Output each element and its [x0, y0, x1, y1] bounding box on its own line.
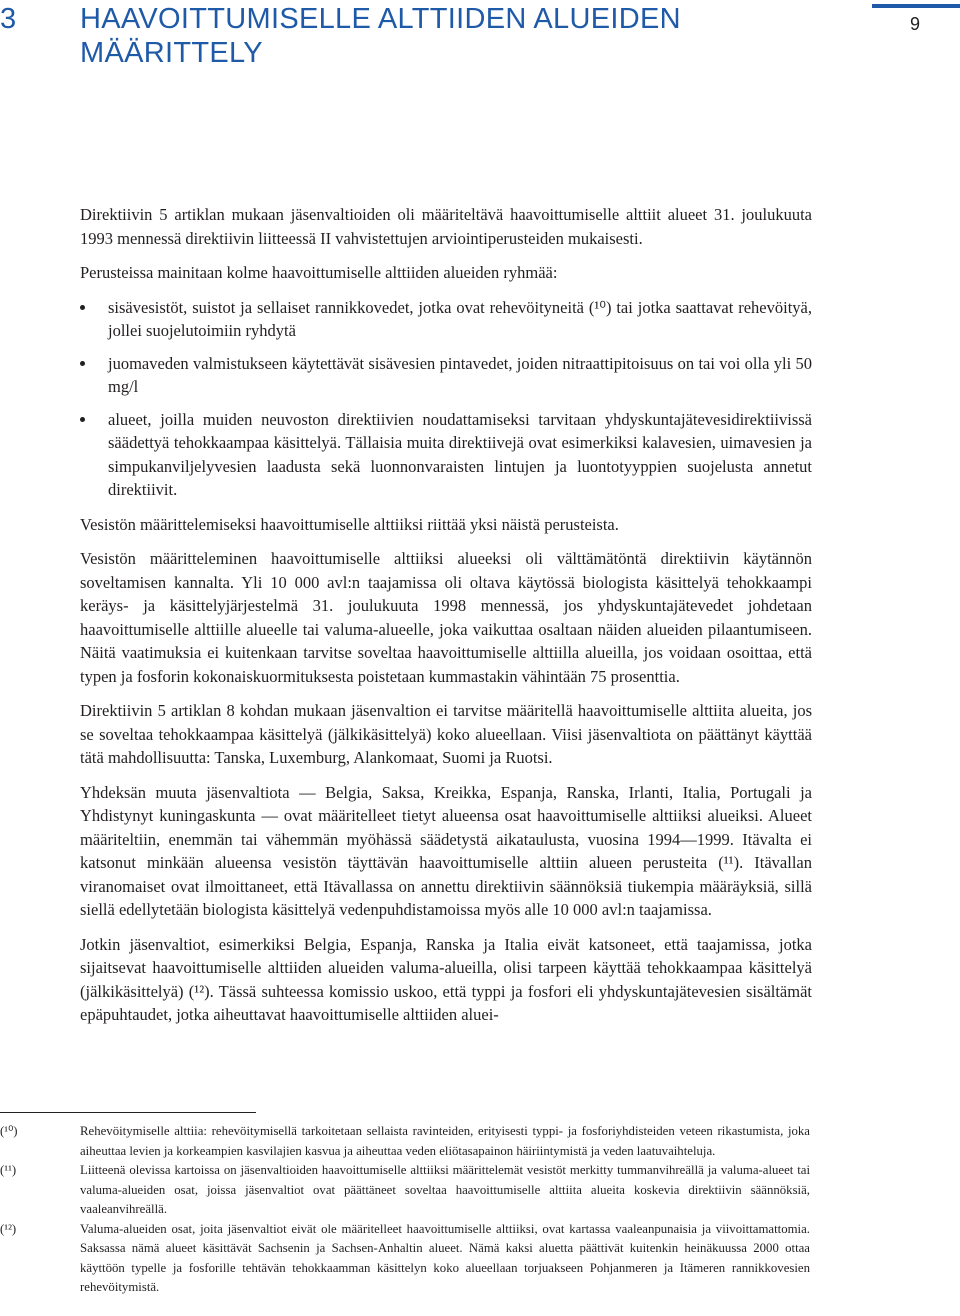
chapter-number: 3: [0, 3, 17, 35]
footnote-text: Liitteenä olevissa kartoissa on jäsenvaltioiden haavoittumiselle alttiiksi määrittelemät vesistöt merkitty tummanvihreällä ja valuma-alueet tai valuma-alueiden osat, joissa jäsenvaltiot ovat päättäneet soveltaa haavoittumiselle alttiita alueita koskevia direktiivin säännöksiä, vaaleanvihreällä.: [80, 1163, 810, 1216]
paragraph-3: Vesistön määrittelemiseksi haavoittumiselle alttiiksi riittää yksi näistä perusteista.: [80, 514, 619, 534]
page-number: 9: [910, 14, 921, 34]
paragraph-6: Yhdeksän muuta jäsenvaltiota — Belgia, Saksa, Kreikka, Espanja, Ranska, Irlanti, Italia, Portugali ja Yhdistynyt kuningaskunta — ovat määritelleet tietyt alueensa osat haavoittumiselle alttiiksi alueiksi. Alueet määriteltiin, enemmän tai vähemmän myöhässä säädetystä aikataulusta, vuosina 1994—1999. Itävalta ei katsonut minkään alueensa vesistön täyttävän haavoittumiselle alttiin alueen perusteita (¹¹). Itävallan viranomaiset ovat ilmoittaneet, että Itävallassa on annettu direktiivin säännöksiä tiukempia määräyksiä, sillä siellä edellytetään biologista käsittelyä vedenpuhdistamoissa myös alle 10 000 avl:n taajamissa.: [80, 782, 812, 919]
footnote-mark: (¹⁰): [0, 1124, 18, 1138]
footnotes: [0, 1122, 810, 1298]
footnote-mark: (¹²): [0, 1221, 17, 1236]
chapter-title: HAAVOITTUMISELLE ALTTIIDEN ALUEIDEN MÄÄRITTELY: [80, 3, 681, 69]
footnote-11: [0, 1161, 810, 1220]
list-item: alueet, joilla muiden neuvoston direktiivien noudattamiseksi tarvitaan yhdyskuntajätevesidirektiivissä säädettyä tehokkaampaa käsittelyä. Tällaisia muita direktiivejä ovat esimerkiksi kalavesien, uimavesien ja simpukanviljelyvesien laadusta sekä luonnonvaraisten lintujen ja luontotyyppien suojelusta annetut direktiivit.: [80, 408, 812, 502]
criteria-list: [80, 296, 812, 502]
footnote-text: Valuma-alueiden osat, joita jäsenvaltiot eivät ole määritelleet haavoittumiselle alttiiksi, ovat kartassa vaaleanpunaisia ja viivoittamattomia. Saksassa nämä alueet käsittävät Sachsenin ja Sachsen-Anhaltin alueet. Nämä kaksi aluetta päättivät kuitenkin heinäkuussa 2000 ottaa käyttöön typelle ja fosforille tehtävän tehokkaamman käsittelyn koko alueellaan torjuakseen Pohjanmeren ja Itämeren rannikkovesien rehevöitymistä.: [80, 1221, 810, 1294]
body-text: [80, 203, 812, 1036]
paragraph-4: Vesistön määritteleminen haavoittumiselle alttiiksi alueeksi oli välttämätöntä direktiivin käytännön soveltamisen kannalta. Yli 10 000 avl:n taajamissa oli oltava käytössä biologista käsittelyä tehokkaampi keräys- ja käsittelyjärjestelmä 31. joulukuuta 1998 mennessä, jos yhdyskuntajätevedet johdetaan haavoittumiselle alttiille alueelle tai valuma-alueelle, joka vaikuttaa osaltaan näiden alueiden pilaantumiseen. Näitä vaatimuksia ei kuitenkaan tarvitse soveltaa haavoittumiselle alttiilla alueilla, jos voidaan osoittaa, että typen ja fosforin kokonaiskuormituksesta poistetaan kummastakin vähintään 75 prosenttia.: [80, 549, 812, 686]
footnote-text: Rehevöitymiselle alttiia: rehevöitymisellä tarkoitetaan sellaista ravinteiden, erityisesti typpi- ja fosforiyhdisteiden veteen rikastumista, joka aiheuttaa levien ja korkeampien kasvilajien kasvua ja aiheuttaa veden eliötasapainon häiriintymistä ja veden laatuvaihteluja.: [80, 1124, 810, 1158]
page-number-rule: [872, 4, 960, 8]
list-item: sisävesistöt, suistot ja sellaiset rannikkovedet, jotka ovat rehevöityneitä (¹⁰) tai jotka saattavat rehevöityä, jollei suojelutoimiin ryhdytä: [80, 296, 812, 343]
footnote-divider: [0, 1112, 256, 1113]
list-item: juomaveden valmistukseen käytettävät sisävesien pintavedet, joiden nitraattipitoisuus on tai voi olla yli 50 mg/l: [80, 352, 812, 399]
footnote-mark: (¹¹): [0, 1163, 17, 1177]
paragraph-2: Perusteissa mainitaan kolme haavoittumiselle alttiiden alueiden ryhmää:: [80, 263, 558, 282]
paragraph-7: Jotkin jäsenvaltiot, esimerkiksi Belgia, Espanja, Ranska ja Italia eivät katsoneet, että taajamissa, jotka sijaitsevat haavoittumiselle alttiiden alueiden valuma-alueilla, olisi tarpeen käyttää tehokkaampaa käsittelyä (jälkikäsittelyä) (¹²). Tässä suhteessa komissio uskoo, että typpi ja fosfori eli yhdyskuntajätevesien sisältämät epäpuhtaudet, jotka aiheuttavat haavoittumiselle alttiiden aluei-: [80, 934, 812, 1024]
paragraph-5: Direktiivin 5 artiklan 8 kohdan mukaan jäsenvaltion ei tarvitse määritellä haavoittumiselle alttiita alueita, jos se soveltaa tehokkaampaa käsittelyä (jälkikäsittelyä) koko alueellaan. Viisi jäsenvaltiota on päättänyt käyttää tätä mahdollisuutta: Tanska, Luxemburg, Alankomaat, Suomi ja Ruotsi.: [80, 701, 812, 767]
footnote-10: [0, 1122, 810, 1161]
paragraph-1: Direktiivin 5 artiklan mukaan jäsenvaltioiden oli määriteltävä haavoittumiselle alttiit alueet 31. joulukuuta 1993 mennessä direktiivin liitteessä II vahvistettujen arviointiperusteiden mukaisesti.: [80, 205, 812, 248]
footnote-12: [0, 1220, 810, 1298]
